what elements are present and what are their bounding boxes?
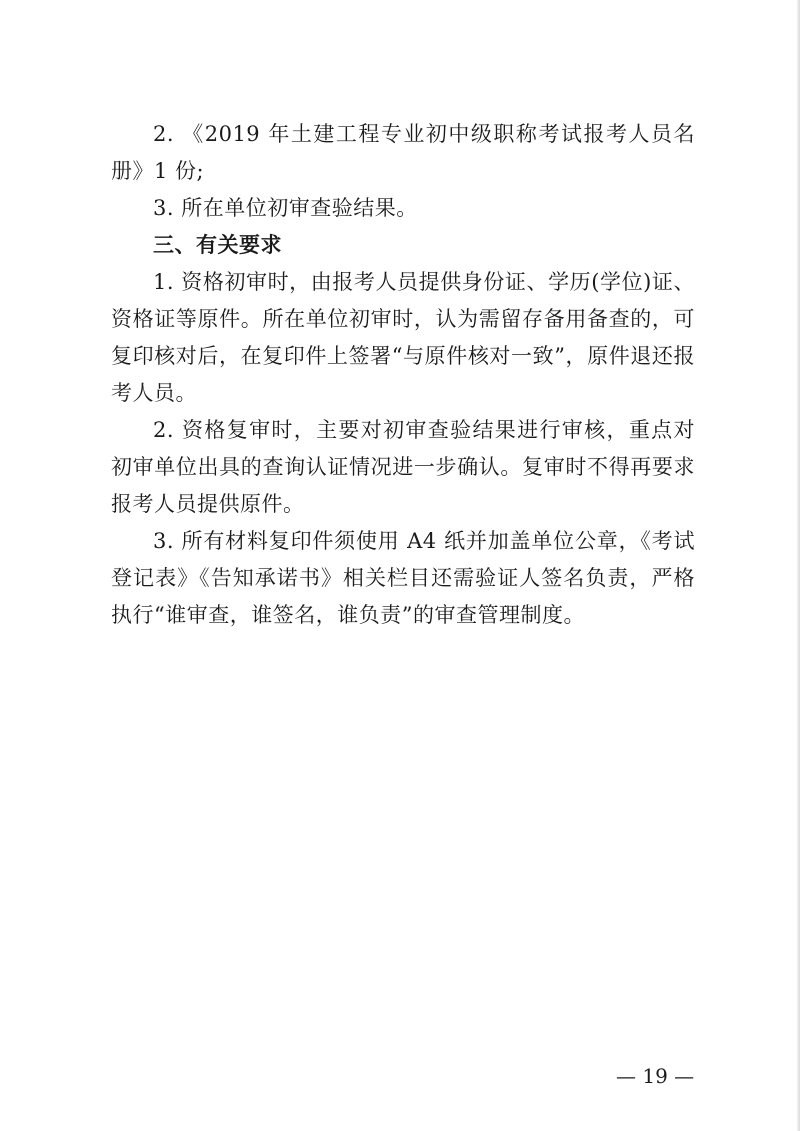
paragraph-review-result-item: 3. 所在单位初审查验结果。 bbox=[153, 196, 418, 220]
page-number: — 19 — bbox=[616, 1064, 695, 1088]
paragraph-second-review-requirement: 2. 资格复审时，主要对初审查验结果进行审核，重点对初审单位出具的查询认证情况进一步确认。复审时不得再要求报考人员提供原件。 bbox=[111, 418, 695, 516]
paragraph-copy-material-requirement: 3. 所有材料复印件须使用 A4 纸并加盖单位公章，《考试登记表》《告知承诺书》相关栏目还需验证人签名负责，严格执行“谁审查，谁签名，谁负责”的审查管理制度。 bbox=[111, 529, 695, 627]
section-heading-requirements: 三、有关要求 bbox=[153, 233, 282, 257]
paragraph-roster-item: 2. 《2019 年土建工程专业初中级职称考试报考人员名册》1 份; bbox=[111, 122, 695, 183]
paragraph-initial-review-requirement: 1. 资格初审时，由报考人员提供身份证、学历(学位)证、资格证等原件。所在单位初审时，认为需留存备用备查的，可复印核对后，在复印件上签署“与原件核对一致”，原件退还报考人员。 bbox=[111, 270, 695, 405]
body-text bbox=[111, 116, 695, 634]
